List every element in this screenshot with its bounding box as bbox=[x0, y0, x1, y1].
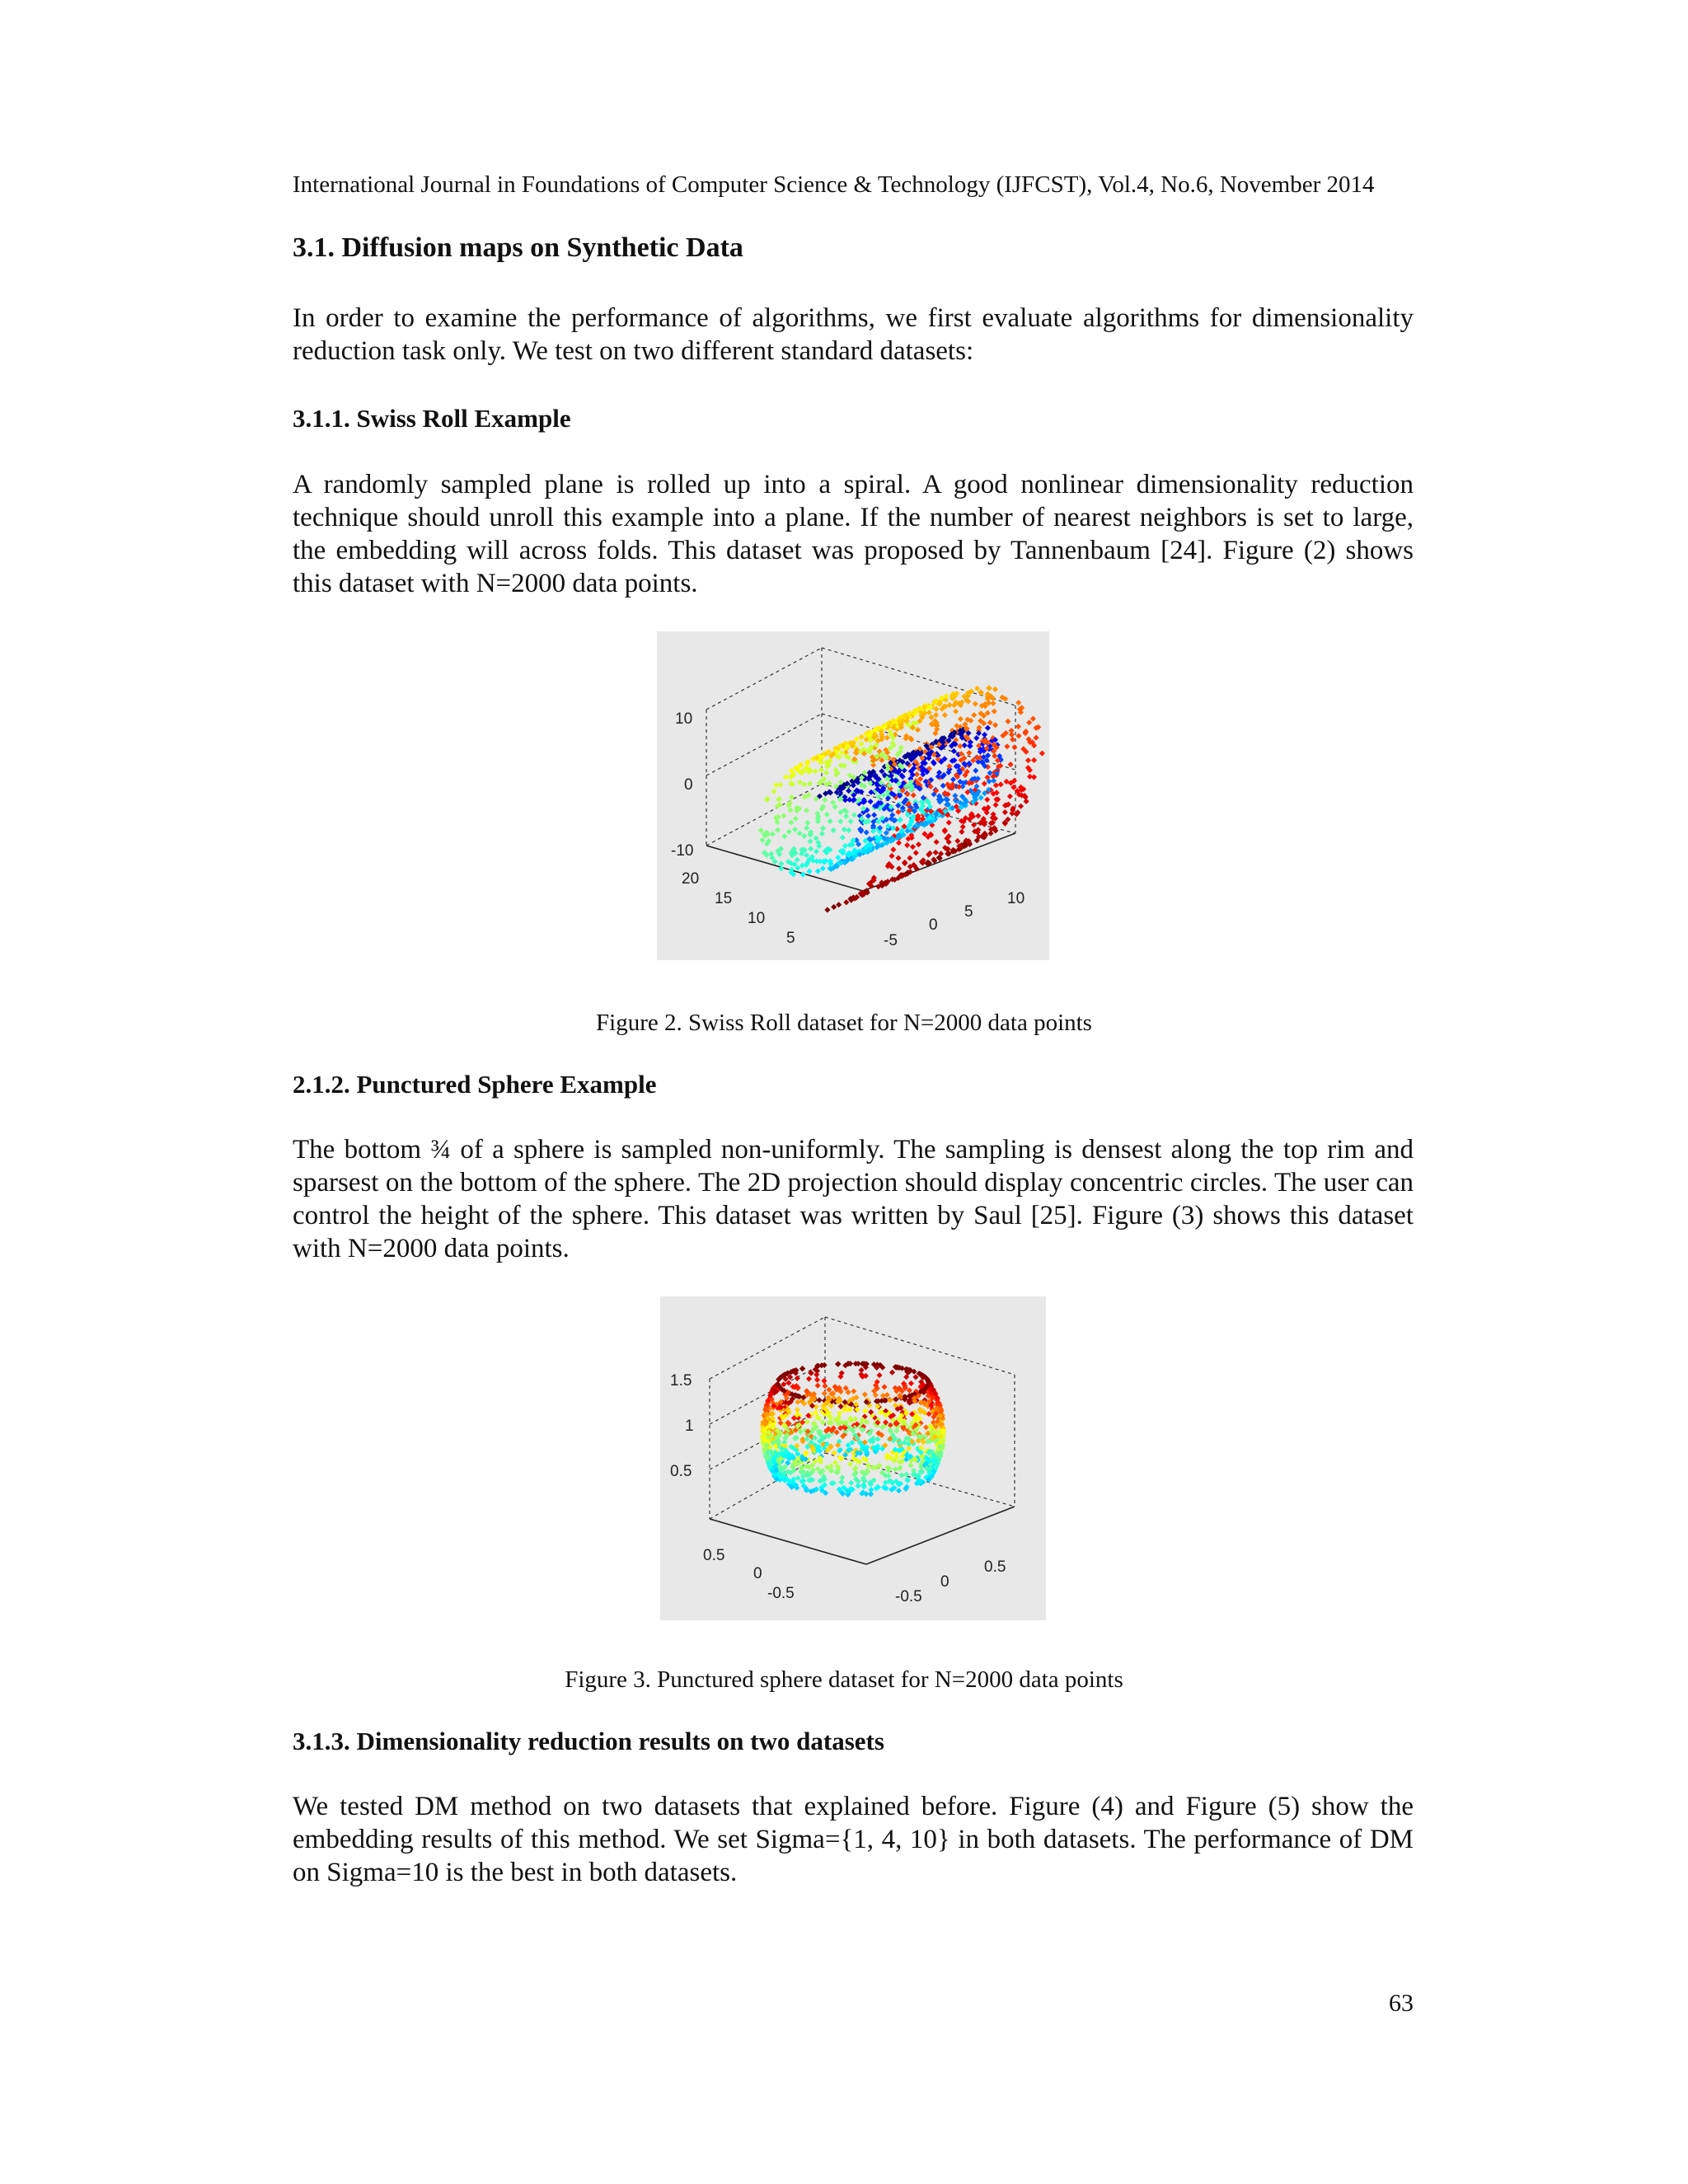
sphere-point bbox=[806, 1376, 812, 1382]
swiss-roll-point bbox=[1015, 733, 1021, 738]
swiss-roll-point bbox=[910, 844, 916, 850]
punctured-sphere-title: 2.1.2. Punctured Sphere Example bbox=[293, 1070, 657, 1099]
sphere-point bbox=[868, 1491, 874, 1497]
sphere-point bbox=[896, 1488, 902, 1493]
sphere-point bbox=[828, 1468, 834, 1474]
swiss-roll-point bbox=[1031, 774, 1037, 780]
x-tick-label: 0 bbox=[929, 916, 938, 934]
swiss-roll-point bbox=[1002, 809, 1008, 815]
sphere-point bbox=[862, 1408, 868, 1413]
swiss-roll-point bbox=[974, 686, 980, 691]
sphere-point bbox=[837, 1410, 842, 1416]
sphere-point bbox=[822, 1390, 828, 1396]
swiss-roll-point bbox=[896, 840, 902, 846]
swiss-roll-point bbox=[1030, 716, 1036, 722]
swiss-roll-point bbox=[987, 831, 993, 837]
swiss-roll-point bbox=[804, 852, 809, 858]
swiss-roll-point bbox=[954, 838, 960, 844]
swiss-roll-point bbox=[889, 853, 894, 859]
swiss-roll-point bbox=[971, 712, 977, 718]
swiss-roll-point bbox=[1008, 762, 1014, 767]
swiss-roll-point bbox=[992, 722, 998, 728]
swiss-roll-title: 3.1.1. Swiss Roll Example bbox=[293, 404, 571, 433]
sphere-point bbox=[923, 1424, 929, 1430]
sphere-point bbox=[795, 1399, 800, 1405]
swiss-roll-point bbox=[890, 846, 896, 852]
swiss-roll-point bbox=[1025, 757, 1031, 763]
swiss-roll-point bbox=[933, 712, 939, 718]
swiss-roll-point bbox=[952, 793, 958, 799]
swiss-roll-point bbox=[982, 732, 987, 738]
swiss-roll-point bbox=[836, 902, 842, 907]
figure-2-caption: Figure 2. Swiss Roll dataset for N=2000 data points bbox=[596, 1010, 1092, 1036]
sphere-point bbox=[893, 1466, 898, 1472]
swiss-roll-point bbox=[897, 818, 903, 823]
swiss-roll-point bbox=[781, 833, 787, 839]
y-tick-label: 0 bbox=[753, 1565, 762, 1582]
swiss-roll-point bbox=[953, 709, 959, 715]
swiss-roll-point bbox=[804, 820, 810, 826]
swiss-roll-point bbox=[864, 830, 870, 836]
sphere-point bbox=[912, 1374, 918, 1380]
swiss-roll-point bbox=[820, 825, 826, 831]
swiss-roll-point bbox=[851, 812, 857, 818]
swiss-roll-point bbox=[871, 812, 877, 818]
swiss-roll-point bbox=[907, 855, 912, 861]
y-tick-label: 5 bbox=[786, 930, 795, 947]
x-tick-label: 0.5 bbox=[984, 1558, 1006, 1576]
swiss-roll-point bbox=[808, 838, 814, 844]
swiss-roll-point bbox=[992, 709, 997, 715]
sphere-point bbox=[828, 1403, 834, 1408]
swiss-roll-point bbox=[842, 843, 848, 849]
swiss-roll-point bbox=[758, 827, 764, 833]
swiss-roll-point bbox=[824, 907, 830, 913]
swiss-roll-point bbox=[815, 869, 821, 874]
swiss-roll-point bbox=[1011, 744, 1017, 750]
y-tick-label: -0.5 bbox=[767, 1585, 795, 1602]
swiss-roll-point bbox=[992, 687, 998, 692]
swiss-roll-point bbox=[774, 819, 780, 825]
sphere-point bbox=[876, 1372, 882, 1378]
sphere-point bbox=[814, 1377, 820, 1383]
swiss-roll-point bbox=[975, 813, 981, 818]
swiss-roll-point bbox=[946, 820, 952, 826]
sphere-point bbox=[804, 1419, 810, 1425]
swiss-roll-point bbox=[895, 855, 901, 861]
sphere-point bbox=[893, 1428, 899, 1434]
swiss-roll-point bbox=[987, 686, 992, 691]
swiss-roll-point bbox=[851, 837, 856, 843]
y-tick-label: 10 bbox=[748, 910, 766, 927]
swiss-roll-point bbox=[985, 725, 991, 731]
swiss-roll-point bbox=[843, 813, 849, 819]
section-title: 3.1. Diffusion maps on Synthetic Data bbox=[293, 232, 743, 263]
swiss-roll-point bbox=[813, 768, 818, 774]
swiss-roll-point bbox=[1015, 700, 1021, 705]
x-tick-label: -0.5 bbox=[895, 1588, 922, 1605]
swiss-roll-point bbox=[770, 832, 776, 837]
swiss-roll-point bbox=[835, 855, 841, 860]
swiss-roll-point bbox=[795, 857, 800, 863]
sphere-point bbox=[795, 1407, 800, 1413]
sphere-point bbox=[781, 1381, 786, 1387]
swiss-roll-point bbox=[777, 782, 783, 788]
sphere-point bbox=[889, 1370, 895, 1376]
swiss-roll-point bbox=[884, 735, 890, 741]
results-title: 3.1.3. Dimensionality reduction results on two datasets bbox=[293, 1727, 884, 1755]
swiss-roll-point bbox=[828, 818, 833, 824]
sphere-point bbox=[816, 1397, 822, 1403]
swiss-roll-point bbox=[942, 828, 948, 834]
swiss-roll-point bbox=[904, 828, 910, 834]
swiss-roll-point bbox=[992, 753, 997, 759]
swiss-roll-point bbox=[776, 796, 782, 802]
y-tick-label: 15 bbox=[715, 890, 733, 907]
punctured-sphere-text: The bottom ¾ of a sphere is sampled non-uniformly. The sampling is densest along the top rim and sparsest on the bottom of the sphere. The 2D projection should display concentric circles. The user can control the height of the sphere. This dataset was written by Saul [25]. Figure (3) shows this dataset with N=2000 data points. bbox=[293, 1135, 1414, 1263]
punctured-sphere-plot bbox=[660, 1296, 1046, 1620]
swiss-roll-point bbox=[823, 770, 829, 776]
swiss-roll-figure bbox=[657, 631, 1049, 960]
z-tick-label: 0.5 bbox=[670, 1463, 692, 1480]
sphere-point bbox=[848, 1480, 854, 1486]
sphere-point bbox=[907, 1463, 913, 1469]
swiss-roll-point bbox=[831, 904, 837, 910]
sphere-point bbox=[795, 1475, 801, 1481]
sphere-point bbox=[847, 1461, 853, 1467]
swiss-roll-point bbox=[848, 818, 854, 824]
sphere-point bbox=[862, 1392, 868, 1398]
sphere-point bbox=[851, 1389, 856, 1394]
swiss-roll-point bbox=[788, 819, 794, 825]
z-tick-label: 1 bbox=[685, 1418, 694, 1435]
swiss-roll-point bbox=[913, 850, 919, 855]
swiss-roll-point bbox=[868, 799, 874, 804]
swiss-roll-point bbox=[783, 774, 789, 780]
swiss-roll-point bbox=[904, 791, 910, 797]
swiss-roll-point bbox=[820, 865, 826, 871]
swiss-roll-point bbox=[959, 829, 964, 835]
z-tick-label: 10 bbox=[675, 710, 693, 728]
swiss-roll-point bbox=[839, 750, 845, 756]
swiss-roll-point bbox=[865, 813, 871, 819]
swiss-roll-point bbox=[1005, 719, 1010, 724]
swiss-roll-point bbox=[911, 792, 917, 798]
swiss-roll-point bbox=[1007, 794, 1013, 799]
swiss-roll-point bbox=[1039, 751, 1045, 757]
swiss-roll-point bbox=[804, 808, 809, 813]
swiss-roll-point bbox=[993, 802, 999, 808]
swiss-roll-point bbox=[958, 716, 964, 722]
sphere-point bbox=[821, 1378, 827, 1384]
swiss-roll-point bbox=[787, 807, 793, 813]
sphere-point bbox=[822, 1383, 828, 1389]
swiss-roll-point bbox=[818, 767, 824, 773]
swiss-roll-point bbox=[808, 846, 814, 851]
swiss-roll-point bbox=[789, 794, 795, 800]
swiss-roll-point bbox=[801, 833, 807, 839]
swiss-roll-point bbox=[916, 841, 921, 847]
sphere-point bbox=[855, 1483, 860, 1488]
swiss-roll-point bbox=[1004, 743, 1010, 749]
swiss-roll-point bbox=[902, 860, 907, 866]
swiss-roll-point bbox=[1010, 737, 1015, 743]
sphere-point bbox=[835, 1361, 841, 1367]
swiss-roll-point bbox=[978, 794, 984, 800]
swiss-roll-point bbox=[973, 735, 979, 741]
sphere-point bbox=[798, 1429, 804, 1435]
swiss-roll-point bbox=[1009, 732, 1015, 738]
y-tick-label: 20 bbox=[682, 870, 700, 888]
swiss-roll-point bbox=[942, 712, 948, 718]
swiss-roll-point bbox=[804, 825, 809, 831]
swiss-roll-point bbox=[896, 865, 902, 871]
swiss-roll-point bbox=[898, 745, 904, 751]
sphere-point bbox=[884, 1392, 890, 1398]
swiss-roll-point bbox=[967, 743, 973, 748]
sphere-point bbox=[905, 1478, 911, 1483]
y-tick-label: 0.5 bbox=[703, 1547, 725, 1564]
sphere-point bbox=[881, 1384, 887, 1390]
swiss-roll-point bbox=[792, 827, 798, 832]
swiss-roll-point bbox=[960, 824, 966, 830]
swiss-roll-point bbox=[973, 701, 978, 707]
swiss-roll-point bbox=[1018, 804, 1024, 809]
swiss-roll-point bbox=[837, 818, 843, 824]
sphere-point bbox=[839, 1474, 845, 1480]
swiss-roll-point bbox=[797, 831, 803, 837]
swiss-roll-point bbox=[966, 750, 972, 756]
swiss-roll-point bbox=[831, 827, 837, 833]
swiss-roll-point bbox=[973, 768, 978, 774]
swiss-roll-point bbox=[984, 797, 990, 803]
x-tick-label: 0 bbox=[940, 1573, 950, 1591]
figure-3-caption: Figure 3. Punctured sphere dataset for N=2000 data points bbox=[565, 1666, 1123, 1693]
sphere-point bbox=[834, 1429, 840, 1435]
swiss-roll-point bbox=[940, 783, 946, 789]
sphere-point bbox=[908, 1380, 914, 1386]
z-tick-label: 1.5 bbox=[670, 1372, 692, 1390]
section-intro: In order to examine the performance of algorithms, we first evaluate algorithms for dimensionality reduction task only. We test on two different standard datasets: bbox=[293, 303, 1414, 366]
swiss-roll-point bbox=[1015, 724, 1021, 729]
swiss-roll-point bbox=[807, 780, 813, 786]
z-tick-label: -10 bbox=[671, 842, 694, 860]
swiss-roll-point bbox=[819, 831, 825, 837]
swiss-roll-point bbox=[799, 863, 805, 869]
swiss-roll-plot bbox=[657, 631, 1049, 960]
punctured-sphere-figure bbox=[660, 1296, 1046, 1620]
swiss-roll-point bbox=[786, 829, 792, 835]
swiss-roll-point bbox=[1024, 799, 1029, 804]
swiss-roll-point bbox=[843, 899, 849, 905]
swiss-roll-point bbox=[933, 850, 939, 855]
swiss-roll-point bbox=[824, 812, 830, 818]
swiss-roll-point bbox=[822, 797, 828, 803]
x-tick-label: 10 bbox=[1007, 890, 1025, 907]
swiss-roll-point bbox=[904, 842, 910, 848]
swiss-roll-point bbox=[842, 827, 847, 832]
z-tick-label: 0 bbox=[684, 776, 693, 794]
sphere-point bbox=[887, 1397, 893, 1403]
sphere-point bbox=[874, 1436, 880, 1442]
sphere-point bbox=[859, 1367, 865, 1373]
swiss-roll-point bbox=[807, 869, 813, 874]
swiss-roll-point bbox=[962, 743, 968, 748]
swiss-roll-point bbox=[1026, 719, 1032, 725]
swiss-roll-point bbox=[982, 780, 987, 786]
sphere-point bbox=[838, 1479, 844, 1485]
swiss-roll-point bbox=[859, 741, 865, 747]
sphere-point bbox=[852, 1416, 858, 1422]
swiss-roll-point bbox=[987, 719, 993, 725]
swiss-roll-point bbox=[870, 828, 876, 834]
swiss-roll-text: A randomly sampled plane is rolled up into a spiral. A good nonlinear dimensionality reduction technique should unroll this example into a plane. If the number of nearest neighbors is set to large, the embedding will across folds. This dataset was proposed by Tannenbaum [24]. Figure (2) shows this dataset with N=2000 data points. bbox=[293, 470, 1414, 598]
swiss-roll-point bbox=[998, 781, 1004, 787]
swiss-roll-point bbox=[781, 813, 786, 818]
sphere-point bbox=[815, 1383, 821, 1389]
swiss-roll-point bbox=[846, 827, 851, 833]
swiss-roll-point bbox=[1031, 757, 1037, 763]
x-tick-label: 5 bbox=[964, 903, 973, 921]
page-number: 63 bbox=[1389, 1990, 1414, 2017]
journal-header: International Journal in Foundations of Computer Science & Technology (IJFCST), Vol.4, No.6, November 2014 bbox=[293, 171, 1375, 198]
swiss-roll-point bbox=[951, 748, 957, 754]
swiss-roll-point bbox=[840, 835, 846, 841]
swiss-roll-point bbox=[814, 849, 819, 855]
swiss-roll-point bbox=[868, 790, 874, 795]
sphere-point bbox=[813, 1409, 818, 1415]
swiss-roll-point bbox=[934, 839, 940, 845]
swiss-roll-point bbox=[771, 789, 776, 794]
sphere-point bbox=[799, 1366, 805, 1371]
results-text: We tested DM method on two datasets that explained before. Figure (4) and Figure (5) show the embedding results of this method. We set Sigma={1, 4, 10} in both datasets. The performance of DM on Sigma=10 is the best in both datasets. bbox=[293, 1792, 1414, 1887]
swiss-roll-point bbox=[793, 816, 799, 822]
swiss-roll-point bbox=[759, 837, 765, 843]
sphere-point bbox=[898, 1473, 904, 1479]
swiss-roll-point bbox=[1034, 735, 1039, 741]
swiss-roll-point bbox=[775, 827, 781, 833]
x-tick-label: -5 bbox=[884, 932, 898, 949]
